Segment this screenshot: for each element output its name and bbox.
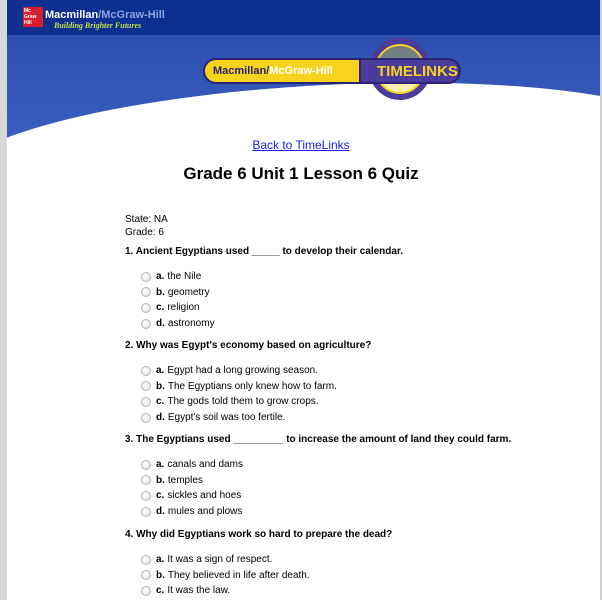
answer-option[interactable] bbox=[141, 585, 230, 596]
option-letter: b. bbox=[156, 286, 165, 298]
radio-button[interactable] bbox=[141, 491, 151, 501]
option-letter: c. bbox=[156, 490, 165, 502]
option-letter: d. bbox=[156, 506, 165, 518]
option-text: temples bbox=[167, 474, 203, 486]
radio-button[interactable] bbox=[141, 287, 151, 297]
answer-option[interactable] bbox=[141, 459, 243, 470]
question-3: 3. The Egyptians used _________ to increase the amount of land they could farm. bbox=[125, 434, 512, 445]
answer-option[interactable] bbox=[141, 412, 285, 423]
option-text: sickles and hoes bbox=[167, 490, 242, 502]
radio-button[interactable] bbox=[141, 586, 151, 596]
radio-button[interactable] bbox=[141, 366, 151, 376]
timelinks-logo-text: TIMELINKS bbox=[359, 58, 461, 84]
page-title: Grade 6 Unit 1 Lesson 6 Quiz bbox=[183, 164, 419, 183]
option-letter: c. bbox=[156, 302, 165, 314]
answer-option[interactable] bbox=[141, 490, 241, 501]
radio-button[interactable] bbox=[141, 303, 151, 313]
answer-option[interactable] bbox=[141, 475, 203, 486]
option-letter: d. bbox=[156, 318, 165, 330]
option-text: geometry bbox=[167, 286, 210, 298]
radio-button[interactable] bbox=[141, 397, 151, 407]
question-4: 4. Why did Egyptians work so hard to prepare the dead? bbox=[125, 529, 393, 540]
answer-option[interactable] bbox=[141, 506, 242, 517]
option-letter: b. bbox=[156, 380, 165, 392]
radio-button[interactable] bbox=[141, 555, 151, 565]
back-link-wrap bbox=[0, 138, 602, 152]
option-letter: c. bbox=[156, 396, 165, 408]
timelinks-logo-pill bbox=[203, 58, 363, 84]
radio-button[interactable] bbox=[141, 319, 151, 329]
mcgraw-hill-logo: Mc Graw Hill bbox=[23, 7, 43, 27]
option-text: canals and dams bbox=[167, 459, 243, 470]
option-letter: a. bbox=[156, 554, 165, 565]
answer-option[interactable] bbox=[141, 396, 319, 407]
pill-mcgraw: McGraw-Hill bbox=[269, 65, 333, 77]
radio-button[interactable] bbox=[141, 413, 151, 423]
grade-label: Grade: 6 bbox=[125, 227, 164, 238]
radio-button[interactable] bbox=[141, 507, 151, 517]
option-text: religion bbox=[167, 302, 200, 314]
answer-option[interactable] bbox=[141, 554, 272, 565]
answer-option[interactable] bbox=[141, 302, 200, 313]
header-banner bbox=[7, 0, 600, 145]
option-text: It was the law. bbox=[167, 585, 231, 597]
radio-button[interactable] bbox=[141, 460, 151, 470]
radio-button[interactable] bbox=[141, 570, 151, 580]
state-label: State: NA bbox=[125, 214, 168, 225]
brand-macmillan: Macmillan bbox=[45, 9, 99, 21]
back-to-timelinks-link[interactable]: Back to TimeLinks bbox=[252, 138, 350, 152]
pill-macmillan: Macmillan/ bbox=[213, 65, 270, 77]
option-letter: d. bbox=[156, 412, 165, 424]
radio-button[interactable] bbox=[141, 381, 151, 391]
option-text: Egypt had a long growing season. bbox=[167, 365, 319, 376]
option-text: astronomy bbox=[167, 318, 215, 330]
answer-option[interactable] bbox=[141, 287, 210, 298]
option-text: It was a sign of respect. bbox=[167, 554, 273, 565]
option-letter: a. bbox=[156, 271, 165, 282]
brand-mcgraw: /McGraw-Hill bbox=[98, 9, 165, 21]
answer-option[interactable] bbox=[141, 365, 318, 376]
option-text: the Nile bbox=[167, 271, 202, 282]
option-text: They believed in life after death. bbox=[167, 569, 310, 581]
question-1: 1. Ancient Egyptians used _____ to develop their calendar. bbox=[125, 246, 404, 257]
option-text: The gods told them to grow crops. bbox=[167, 396, 319, 408]
option-text: The Egyptians only knew how to farm. bbox=[167, 380, 337, 392]
brand-name bbox=[45, 9, 165, 21]
answer-option[interactable] bbox=[141, 318, 215, 329]
question-2: 2. Why was Egypt's economy based on agriculture? bbox=[125, 340, 372, 351]
option-letter: a. bbox=[156, 459, 165, 470]
option-letter: b. bbox=[156, 569, 165, 581]
option-letter: a. bbox=[156, 365, 165, 376]
option-letter: c. bbox=[156, 585, 165, 597]
answer-option[interactable] bbox=[141, 570, 310, 581]
option-text: mules and plows bbox=[167, 506, 243, 518]
answer-option[interactable] bbox=[141, 381, 337, 392]
tagline: Building Brighter Futures bbox=[54, 21, 142, 30]
option-text: Egypt's soil was too fertile. bbox=[167, 412, 286, 424]
radio-button[interactable] bbox=[141, 475, 151, 485]
answer-option[interactable] bbox=[141, 271, 201, 282]
quiz-meta bbox=[125, 213, 168, 239]
option-letter: b. bbox=[156, 474, 165, 486]
radio-button[interactable] bbox=[141, 272, 151, 282]
